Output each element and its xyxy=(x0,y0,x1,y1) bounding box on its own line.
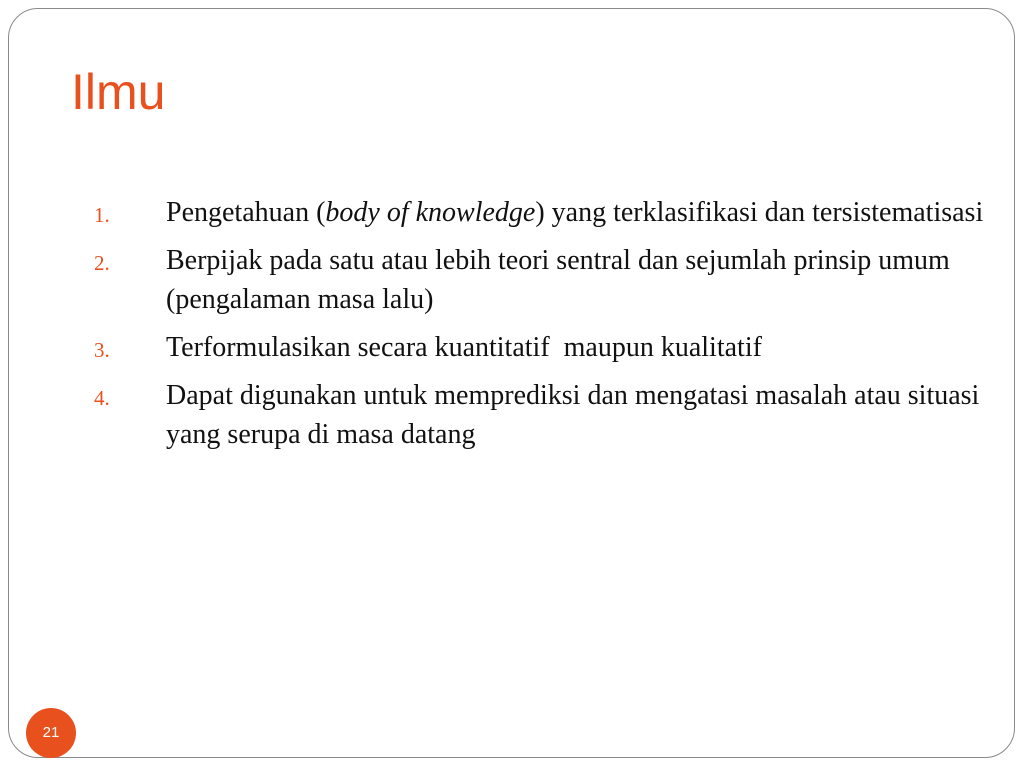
list-item-text: Dapat digunakan untuk memprediksi dan mengatasi masalah atau situasi yang serupa di masa datang xyxy=(166,380,980,450)
page-number-badge: 21 xyxy=(26,708,76,758)
list-item-text: Terformulasikan secara kuantitatif maupun kualitatif xyxy=(166,332,762,363)
slide-title: Ilmu xyxy=(71,64,166,120)
list-item xyxy=(94,241,984,319)
list-item-text-emphasis: body of knowledge xyxy=(325,197,536,228)
numbered-list xyxy=(94,193,984,463)
list-item xyxy=(94,193,984,232)
list-item-text xyxy=(166,197,983,228)
list-item-number: 4. xyxy=(94,386,110,410)
list-item xyxy=(94,376,984,454)
list-item-number: 1. xyxy=(94,203,110,227)
slide-frame xyxy=(8,8,1015,758)
list-item-text-after: ) yang terklasifikasi dan tersistematisasi xyxy=(535,197,984,228)
list-item-number: 3. xyxy=(94,338,110,362)
list-item-number: 2. xyxy=(94,251,110,275)
list-item-text-before: Pengetahuan ( xyxy=(166,197,326,228)
list-item xyxy=(94,328,984,367)
list-item-text: Berpijak pada satu atau lebih teori sentral dan sejumlah prinsip umum (pengalaman masa lalu) xyxy=(166,245,950,315)
